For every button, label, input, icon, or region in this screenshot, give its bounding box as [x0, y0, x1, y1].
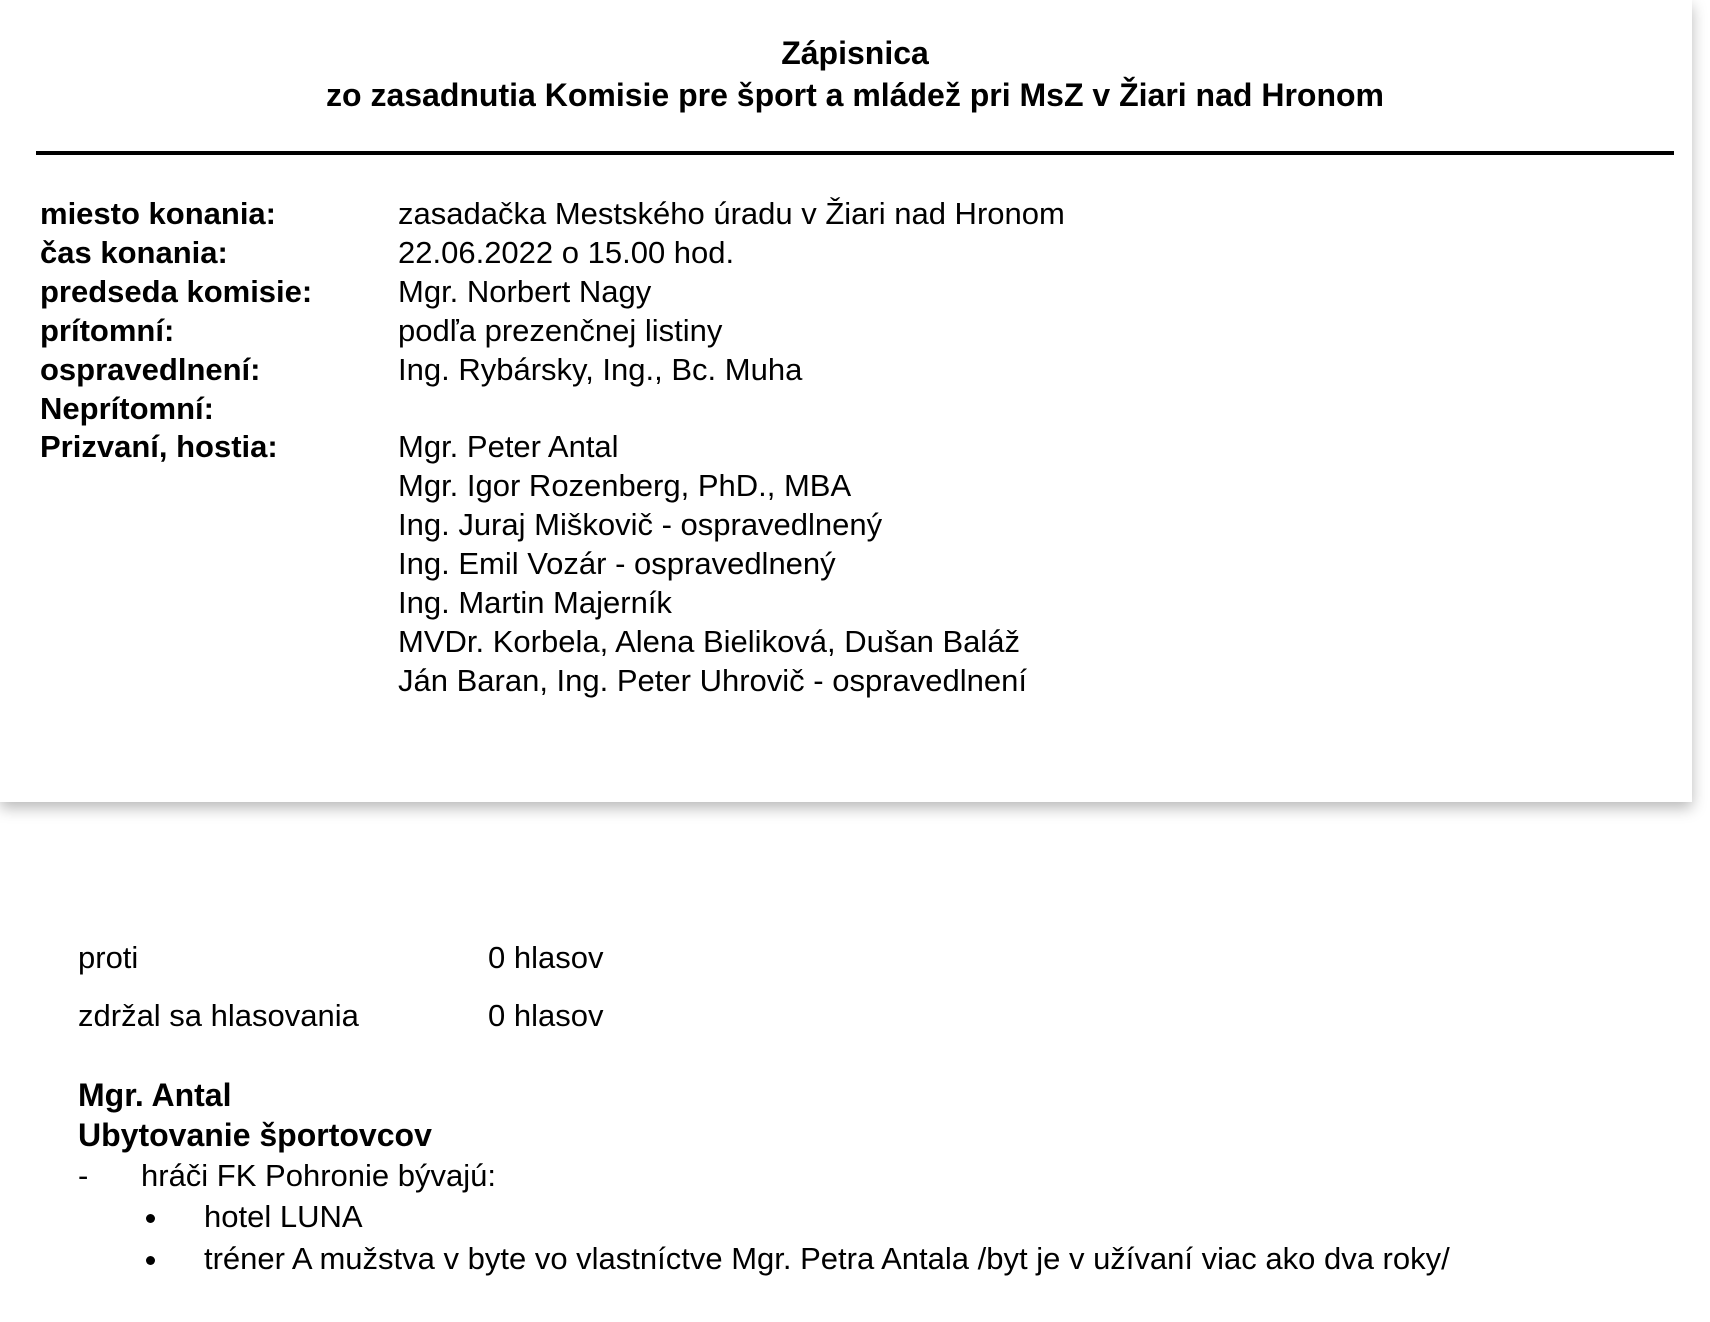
info-value: Ing. Rybársky, Ing., Bc. Muha: [398, 352, 803, 387]
info-label: Neprítomní:: [40, 391, 214, 426]
guest-name: MVDr. Korbela, Alena Bieliková, Dušan Baláž: [398, 624, 1021, 659]
info-value: zasadačka Mestského úradu v Žiari nad Hronom: [398, 196, 1065, 231]
info-label: Prizvaní, hostia:: [40, 429, 278, 464]
info-value: Mgr. Peter Antal: [398, 429, 619, 464]
horizontal-rule: [36, 151, 1674, 155]
vote-abstain-label: zdržal sa hlasovania: [78, 998, 359, 1033]
info-value: Mgr. Norbert Nagy: [398, 274, 652, 309]
bullet-item: tréner A mužstva v byte vo vlastníctve Mgr. Petra Antala /byt je v užívaní viac ako dva roky/: [204, 1241, 1450, 1276]
section-heading: Ubytovanie športovcov: [78, 1117, 432, 1153]
speaker-name: Mgr. Antal: [78, 1077, 232, 1113]
vote-abstain-value: 0 hlasov: [488, 998, 604, 1033]
info-label: prítomní:: [40, 313, 175, 348]
info-label: čas konania:: [40, 235, 228, 270]
guest-name: Mgr. Igor Rozenberg, PhD., MBA: [398, 468, 852, 503]
info-value: 22.06.2022 o 15.00 hod.: [398, 235, 735, 270]
vote-against-label: proti: [78, 940, 139, 975]
info-label: predseda komisie:: [40, 274, 313, 309]
info-label: ospravedlnení:: [40, 352, 261, 387]
bullet-dot: [146, 1214, 155, 1223]
vote-against-value: 0 hlasov: [488, 940, 604, 975]
dash-marker: -: [78, 1158, 89, 1193]
title-line-1: Zápisnica: [781, 35, 929, 71]
guest-name: Ing. Emil Vozár - ospravedlnený: [398, 546, 836, 581]
guest-name: Ján Baran, Ing. Peter Uhrovič - ospravedlnení: [398, 663, 1027, 698]
bullet-dot: [146, 1256, 155, 1265]
bullet-item: hotel LUNA: [204, 1199, 363, 1234]
dash-item-text: hráči FK Pohronie bývajú:: [141, 1158, 496, 1193]
guest-name: Ing. Juraj Miškovič - ospravedlnený: [398, 507, 883, 542]
guest-name: Ing. Martin Majerník: [398, 585, 672, 620]
vote-against-row-clipped: [78, 940, 978, 988]
title-line-2: zo zasadnutia Komisie pre šport a mládež pri MsZ v Žiari nad Hronom: [326, 77, 1384, 113]
document-title: [0, 32, 1710, 116]
info-value: podľa prezenčnej listiny: [398, 313, 723, 348]
info-label: miesto konania:: [40, 196, 276, 231]
